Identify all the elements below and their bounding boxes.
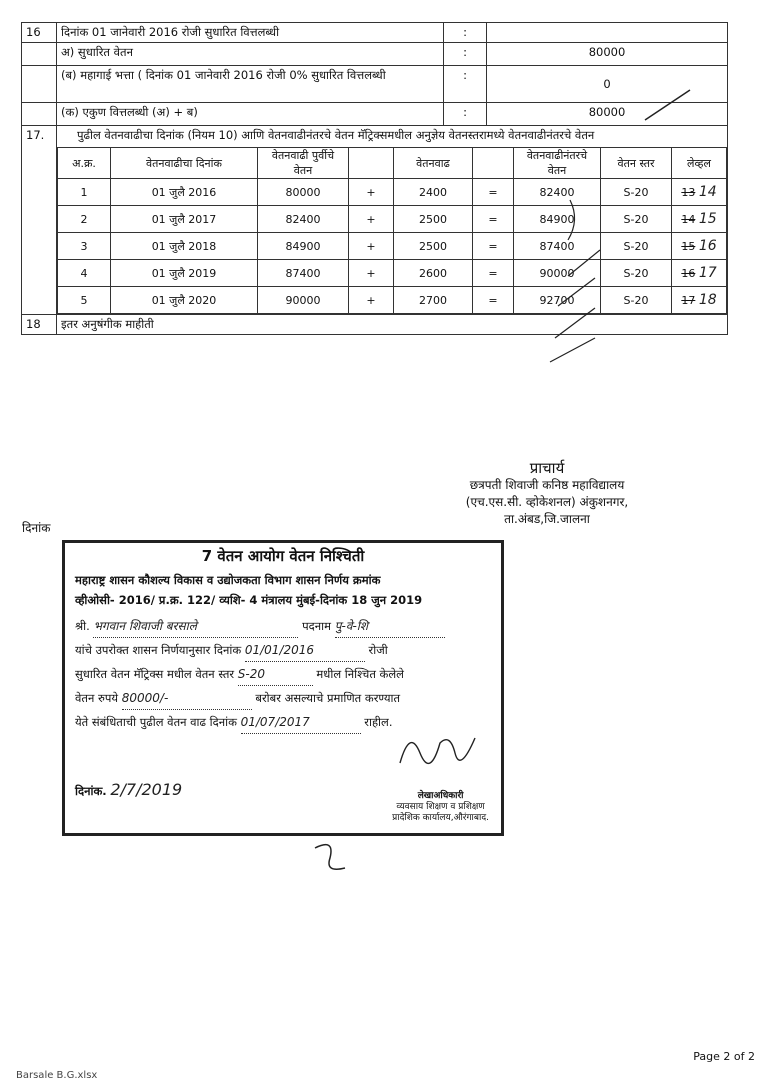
pay-level: S-20 [238,663,313,686]
cell-increment: 2700 [394,287,473,314]
handwritten-cell: 15 [698,211,717,227]
row-label: (क) एकुण वित्तलब्धी (अ) + ब) [57,103,444,126]
row-number: 18 [22,315,57,335]
struck-cell: 15 [681,240,696,253]
cell-sr: 2 [58,206,111,233]
row-number [22,43,57,66]
signature-icon [395,723,485,773]
cell-level: S-20 [601,233,672,260]
cell-increment: 2500 [394,233,473,260]
file-name: Barsale B.G.xlsx [16,1070,98,1081]
cell-date: 01 जुलै 2016 [111,179,258,206]
employee-name: भगवान शिवाजी बरसाले [93,615,298,638]
cell-before: 84900 [258,233,349,260]
certificate-title: 7 वेतन आयोग वेतन निश्चिती [201,547,365,565]
page-number: Page 2 of 2 [693,1050,755,1063]
certificate-line [75,615,491,638]
cell-date: 01 जुलै 2017 [111,206,258,233]
label: श्री. [75,619,90,633]
handwritten-cell: 18 [698,292,717,308]
cell-before: 87400 [258,260,349,287]
cell-equals: = [473,260,514,287]
handwritten-marks [540,80,720,370]
initials-mark [305,838,355,878]
handwritten-cell: 16 [698,238,717,254]
cell-after: 84900 [514,206,601,233]
label: वेतन रुपये [75,691,119,705]
college-name: छत्रपती शिवाजी कनिष्ठ महाविद्यालय [469,478,625,492]
certificate-line [75,687,491,710]
cell-sr: 3 [58,233,111,260]
row-number: 16 [22,23,57,43]
cell-date: 01 जुलै 2020 [111,287,258,314]
col-header: वेतनवाढ [394,148,473,179]
cell-plus: + [349,260,394,287]
row-label: अ) सुधारित वेतन [57,43,444,66]
label: सुधारित वेतन मॅट्रिक्स मधील वेतन स्तर [75,667,235,681]
label: राहील. [364,715,393,729]
cell-sr: 4 [58,260,111,287]
next-increment-date: 01/07/2017 [241,711,361,734]
fixation-date: 01/01/2016 [245,639,365,662]
cell-before: 90000 [258,287,349,314]
cell-increment: 2500 [394,206,473,233]
cell-after: 92700 [514,287,601,314]
cell-level: S-20 [601,260,672,287]
cell-after: 87400 [514,233,601,260]
col-header: वेतनवाढीचा दिनांक [111,148,258,179]
cell-date: 01 जुलै 2018 [111,233,258,260]
certificate-line: महाराष्ट्र शासन कौशल्य विकास व उद्योजकता विभाग शासन निर्णय क्रमांक [75,573,381,587]
label: पदनाम [302,619,331,633]
certificate-line: व्हीओसी- 2016/ प्र.क्र. 122/ व्यशि- 4 मंत्रालय मुंबई-दिनांक 18 जुन 2019 [75,593,423,607]
college-subtitle: (एच.एस.सी. व्होकेशनल) अंकुशनगर, [465,495,629,509]
colon: : [444,103,487,126]
officer-designation [392,791,489,824]
row-value: 80000 [487,43,728,66]
row-value [487,23,728,43]
colon: : [444,43,487,66]
table-row [22,43,728,66]
label: येते संबंधिताची पुढील वेतन वाढ दिनांक [75,715,237,729]
pay-fixation-certificate [62,540,504,836]
college-address: ता.अंबड,जि.जालना [504,512,590,526]
office-dept: व्यवसाय शिक्षण व प्रशिक्षण [396,802,485,812]
principal-title: प्राचार्य [529,459,565,477]
certificate-line [75,663,491,686]
handwritten-cell: 17 [698,265,717,281]
cell-equals: = [473,179,514,206]
cell-plus: + [349,233,394,260]
increment-title: पुढील वेतनवाढीचा दिनांक (नियम 10) आणि वेतनवाढीनंतरचे वेतन मॅट्रिक्समधील अनुज्ञेय वेतनस्तरामध्ये वेतनवाढीनंतरचे वेतन [77,128,595,142]
cell-level: S-20 [601,179,672,206]
table-row [22,23,728,43]
certificate-date [75,779,182,802]
cell-level: S-20 [601,206,672,233]
struck-cell: 16 [681,267,696,280]
col-header: अ.क्र. [58,148,111,179]
label: रोजी [368,643,388,657]
cell-after: 82400 [514,179,601,206]
colon: : [444,23,487,43]
officer-title: लेखाअधिकारी [417,791,464,801]
designation: पु-वे-शि [335,615,445,638]
cell-plus: + [349,206,394,233]
label: बरोबर असल्याचे प्रमाणित करण्यात [255,691,401,705]
struck-cell: 14 [681,213,696,226]
col-header: लेव्हल [672,148,727,179]
col-header: वेतनवाढी पुर्वीचे वेतन [258,148,349,179]
date-label: दिनांक [22,521,51,535]
cell-date: 01 जुलै 2019 [111,260,258,287]
col-header: वेतन स्तर [601,148,672,179]
label: मधील निश्चित केलेले [316,667,404,681]
cell-before: 82400 [258,206,349,233]
label: दिनांक. [75,784,107,798]
principal-stamp [422,460,672,528]
cell-level: S-20 [601,287,672,314]
cell-sr: 1 [58,179,111,206]
cell-increment: 2600 [394,260,473,287]
certificate-line [75,639,491,662]
cell-equals: = [473,233,514,260]
struck-cell: 17 [681,294,696,307]
row-label: (ब) महागाई भत्ता ( दिनांक 01 जानेवारी 2016 रोजी 0% सुधारित वित्तलब्धी [57,66,444,103]
cell-increment: 2400 [394,179,473,206]
col-header [473,148,514,179]
row-label: इतर अनुषंगीक माहीती [57,315,728,335]
cell-before: 80000 [258,179,349,206]
signed-date: 2/7/2019 [110,780,183,799]
cell-sr: 5 [58,287,111,314]
cell-equals: = [473,287,514,314]
struck-cell: 13 [681,186,696,199]
colon: : [444,66,487,103]
col-header [349,148,394,179]
row-number [22,66,57,103]
row-number: 17. [22,126,57,315]
pay-amount: 80000/- [122,687,252,710]
cell-plus: + [349,179,394,206]
cell-equals: = [473,206,514,233]
cell-plus: + [349,287,394,314]
handwritten-cell: 14 [698,184,717,200]
row-number [22,103,57,126]
row-label: दिनांक 01 जानेवारी 2016 रोजी सुधारित वित्तलब्धी [57,23,444,43]
col-header: वेतनवाढीनंतरचे वेतन [514,148,601,179]
office-location: प्रादेशिक कार्यालय,औरंगाबाद. [392,813,489,823]
cell-after: 90000 [514,260,601,287]
row-value: 0 [487,66,728,103]
row-value: 80000 [487,103,728,126]
label: यांचे उपरोक्त शासन निर्णयानुसार दिनांक [75,643,242,657]
